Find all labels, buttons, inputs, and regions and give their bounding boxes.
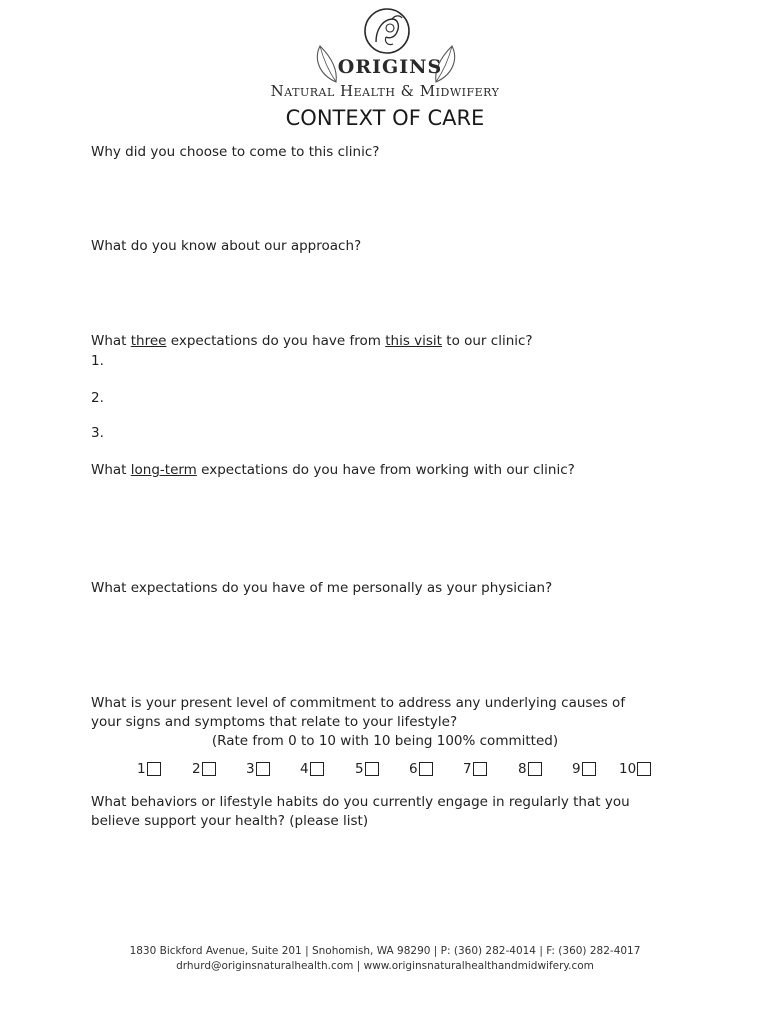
logo-subtitle: Natural Health & Midwifery — [270, 82, 500, 100]
checkbox[interactable] — [582, 762, 596, 776]
question-behaviors-line-2: believe support your health? (please list) — [91, 813, 369, 829]
q4-text-after: expectations do you have from working with our clinic? — [196, 462, 575, 478]
page-title: CONTEXT OF CARE — [285, 106, 485, 130]
expectation-item-1: 1. — [91, 353, 104, 369]
question-know-approach: What do you know about our approach? — [91, 238, 362, 254]
scale-option-1[interactable] — [137, 760, 161, 778]
q3-text-before: What — [91, 333, 131, 349]
checkbox[interactable] — [528, 762, 542, 776]
footer-address: 1830 Bickford Avenue, Suite 201 | Snohomish, WA 98290 | P: (360) 282-4014 | F: (360) 282-4017 — [129, 945, 641, 957]
checkbox[interactable] — [256, 762, 270, 776]
scale-label: 1 — [137, 761, 146, 777]
q4-text-before: What — [91, 462, 131, 478]
checkbox[interactable] — [637, 762, 651, 776]
scale-label: 3 — [246, 761, 255, 777]
checkbox[interactable] — [473, 762, 487, 776]
scale-option-7[interactable] — [463, 760, 487, 778]
checkbox[interactable] — [365, 762, 379, 776]
scale-label: 8 — [518, 761, 527, 777]
checkbox[interactable] — [419, 762, 433, 776]
scale-label: 2 — [192, 761, 201, 777]
scale-label: 9 — [572, 761, 581, 777]
commitment-scale — [0, 760, 770, 780]
scale-label: 6 — [409, 761, 418, 777]
footer-contact: drhurd@originsnaturalhealth.com | www.originsnaturalhealthandmidwifery.com — [176, 960, 594, 972]
scale-option-9[interactable] — [572, 760, 596, 778]
expectation-item-3: 3. — [91, 425, 104, 441]
question-why-this-clinic: Why did you choose to come to this clinic? — [91, 144, 380, 160]
logo-wordmark: ORIGINS — [337, 56, 443, 78]
clinic-logo — [0, 4, 770, 104]
q3-text-after: to our clinic? — [441, 333, 533, 349]
question-long-term-expectations — [91, 461, 691, 480]
question-physician-expectations: What expectations do you have of me personally as your physician? — [91, 580, 553, 596]
question-three-expectations — [91, 332, 691, 351]
scale-label: 5 — [355, 761, 364, 777]
scale-option-2[interactable] — [192, 760, 216, 778]
scale-option-5[interactable] — [355, 760, 379, 778]
checkbox[interactable] — [310, 762, 324, 776]
mother-child-emblem-icon — [362, 6, 412, 56]
question-commitment-line-1: What is your present level of commitment to address any underlying causes of — [91, 695, 626, 711]
scale-option-6[interactable] — [409, 760, 433, 778]
question-behaviors-line-1: What behaviors or lifestyle habits do you currently engage in regularly that you — [91, 794, 630, 810]
checkbox[interactable] — [147, 762, 161, 776]
scale-option-8[interactable] — [518, 760, 542, 778]
question-commitment-line-2: your signs and symptoms that relate to your lifestyle? — [91, 714, 458, 730]
scale-option-10[interactable] — [619, 760, 651, 778]
checkbox[interactable] — [202, 762, 216, 776]
scale-label: 4 — [300, 761, 309, 777]
scale-label: 7 — [463, 761, 472, 777]
scale-option-4[interactable] — [300, 760, 324, 778]
q4-emphasis-long-term: long-term — [130, 462, 197, 478]
q3-emphasis-this-visit: this visit — [385, 333, 442, 349]
expectation-item-2: 2. — [91, 390, 104, 406]
q3-text-middle: expectations do you have from — [166, 333, 386, 349]
scale-label: 10 — [619, 761, 637, 777]
scale-option-3[interactable] — [246, 760, 270, 778]
q3-emphasis-three: three — [130, 333, 167, 349]
rating-instructions: (Rate from 0 to 10 with 10 being 100% committed) — [211, 733, 559, 749]
